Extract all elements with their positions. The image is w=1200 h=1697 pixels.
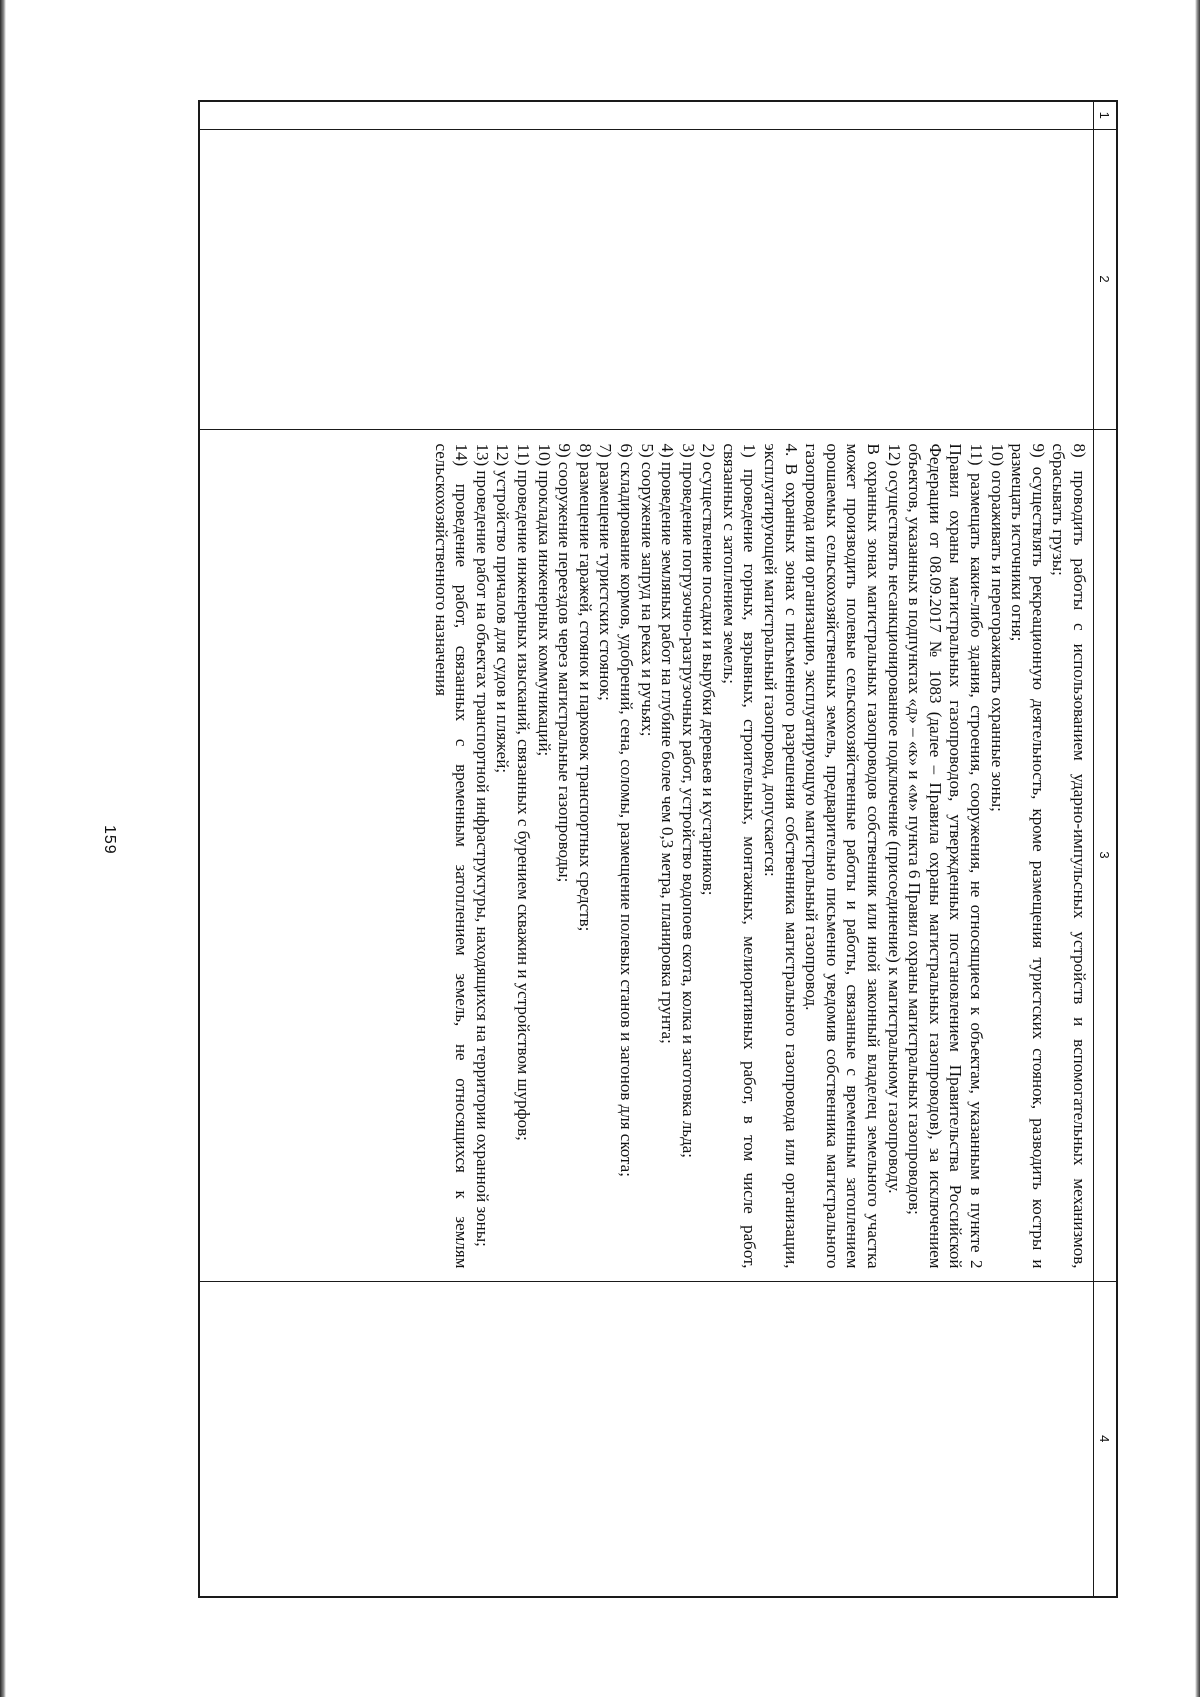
paragraph: 5) сооружение запруд на реках и ручьях; bbox=[637, 443, 657, 737]
paragraph: 12) осуществлять несанкционированное подключение (присоединение) к магистральному газопроводу. bbox=[884, 443, 904, 1194]
paragraph: 11) проведение инженерных изысканий, связанных с бурением скважин и устройством шурфов; bbox=[513, 443, 533, 1141]
paragraph: 4) проведение земляных работ на глубине более чем 0,3 метра, планировка грунта; bbox=[658, 443, 678, 1044]
scan-edge-right bbox=[1195, 0, 1200, 1697]
paragraph: 14) проведение работ, связанных с временным затоплением земель, не относящихся к землям сельскохозяйственного назначения bbox=[431, 443, 472, 1269]
paragraph: 8) размещение гаражей, стоянок и парковок транспортных средств; bbox=[575, 443, 595, 932]
page-number: 159 bbox=[101, 825, 118, 855]
paragraph: В охранных зонах магистральных газопроводов собственник или иной законный владелец земельного участка может производить полевые сельскохозяйственные работы и работы, связанные с временным затоплением орошаемых сельскохозяйственных земель, предварительно письменно уведомив собственника магистрального газопровода или организацию, эксплуатирующую магистральный газопровод. bbox=[802, 443, 884, 1269]
paragraph: 8) проводить работы с использованием ударно-импульсных устройств и вспомогательных механизмов, сбрасывать грузы; bbox=[1049, 443, 1089, 1269]
regulations-table bbox=[198, 100, 1118, 1598]
paragraph: 9) сооружение переездов через магистральные газопроводы; bbox=[555, 443, 575, 883]
scan-edge-left bbox=[0, 0, 6, 1697]
column-header-3: 3 bbox=[1094, 429, 1118, 1281]
table-row bbox=[199, 101, 1094, 1597]
row-cell-col4 bbox=[199, 1281, 1094, 1597]
paragraph: 1) проведение горных, взрывных, строительных, монтажных, мелиоративных работ, в том числе работ, связанных с затоплением земель; bbox=[719, 443, 760, 1269]
restrictions-text-cell bbox=[199, 429, 1094, 1281]
paragraph: 2) осуществление посадки и вырубки деревьев и кустарников; bbox=[699, 443, 719, 896]
paragraph: 10) огораживать и перегораживать охранные зоны; bbox=[987, 443, 1007, 812]
paragraph: 3) проведение погрузочно-разгрузочных работ, устройство водопоев скота, колка и заготовка льда; bbox=[678, 443, 698, 1158]
table-header-row bbox=[1094, 101, 1118, 1597]
column-header-1: 1 bbox=[1094, 101, 1118, 129]
paragraph: 4. В охранных зонах с письменного разрешения собственника магистрального газопровода или организации, эксплуатирующей магистральный газопровод, допускается: bbox=[761, 443, 801, 1269]
rotated-table-wrapper bbox=[198, 100, 1118, 1596]
paragraph: 13) проведение работ на объектах транспортной инфраструктуры, находящихся на территории охранной зоны; bbox=[472, 443, 492, 1247]
paragraph: 7) размещение туристских стоянок; bbox=[596, 443, 616, 701]
row-cell-col2 bbox=[199, 129, 1094, 429]
paragraph: 9) осуществлять рекреационную деятельность, кроме размещения туристских стоянок, разводить костры и размещать источники огня; bbox=[1008, 443, 1048, 1269]
paragraph: 12) устройство причалов для судов и пляжей; bbox=[493, 443, 513, 774]
column-header-4: 4 bbox=[1094, 1281, 1118, 1597]
column-header-2: 2 bbox=[1094, 129, 1118, 429]
paragraph: 11) размещать какие-либо здания, строения, сооружения, не относящиеся к объектам, указанным в пункте 2 Правил охраны магистральных газопроводов, утвержденных постановлением Правительства Российской Федерации от 08.09.2017 № 1083 (далее – Правила охраны магистральных газопроводов), за исключением объектов, указанных в подпунктах «д» – «к» и «м» пункта 6 Правил охраны магистральных газопроводов; bbox=[905, 443, 987, 1269]
paragraph: 10) прокладка инженерных коммуникаций; bbox=[534, 443, 554, 757]
row-cell-col1 bbox=[199, 101, 1094, 129]
paragraph: 6) складирование кормов, удобрений, сена, соломы, размещение полевых станов и загонов для скота; bbox=[616, 443, 636, 1177]
